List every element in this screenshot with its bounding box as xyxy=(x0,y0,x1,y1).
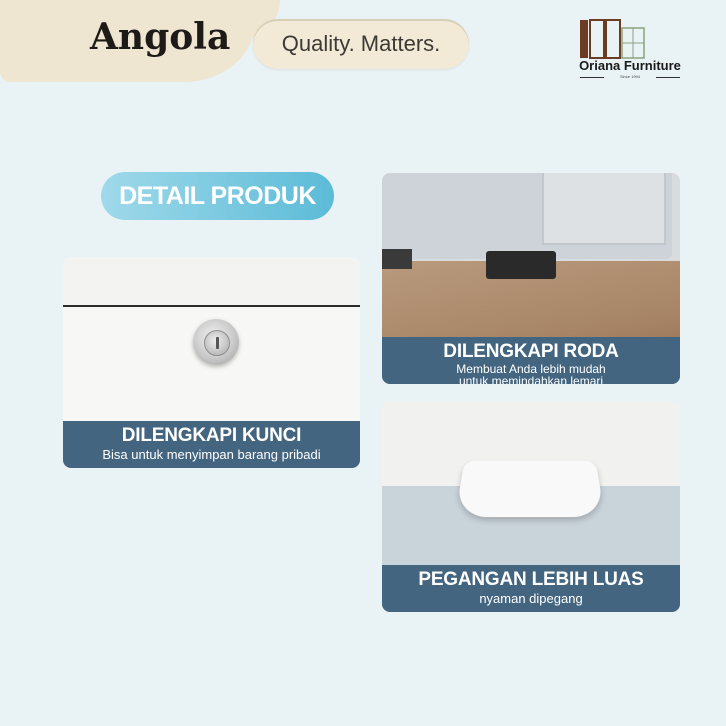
divider xyxy=(580,77,604,78)
handle-icon xyxy=(455,461,605,517)
feature-card-lock xyxy=(63,257,360,468)
feature-title: DILENGKAPI RODA xyxy=(443,341,619,362)
feature-title: PEGANGAN LEBIH LUAS xyxy=(418,569,644,590)
partner-name: Oriana Furniture xyxy=(579,58,681,73)
feature-card-handle xyxy=(382,401,680,612)
feature-subtitle: nyaman dipegang xyxy=(479,591,583,606)
brand-logo: Angola xyxy=(90,16,231,58)
tagline-badge xyxy=(253,19,469,69)
section-title-badge xyxy=(101,172,334,220)
lock-icon xyxy=(193,319,239,365)
feature-subtitle: Bisa untuk menyimpan barang pribadi xyxy=(102,447,321,462)
cabinet-image xyxy=(382,173,672,259)
drawer-gap xyxy=(63,305,360,307)
feature-label xyxy=(63,421,360,468)
wheel-icon xyxy=(382,249,412,269)
section-title: DETAIL PRODUK xyxy=(119,181,316,210)
drawer-top-image xyxy=(63,257,360,305)
wheel-icon xyxy=(486,251,556,279)
tagline-text: Quality. Matters. xyxy=(281,31,441,56)
feature-title: DILENGKAPI KUNCI xyxy=(121,425,302,446)
feature-label xyxy=(382,337,680,384)
partner-logo xyxy=(574,18,686,80)
wardrobe-icon xyxy=(578,18,648,60)
feature-label xyxy=(382,565,680,612)
feature-card-wheels xyxy=(382,173,680,384)
feature-subtitle: Membuat Anda lebih mudah untuk memindahkan lemari xyxy=(456,362,606,384)
partner-since: Since 1994 xyxy=(619,74,640,79)
divider xyxy=(656,77,680,78)
